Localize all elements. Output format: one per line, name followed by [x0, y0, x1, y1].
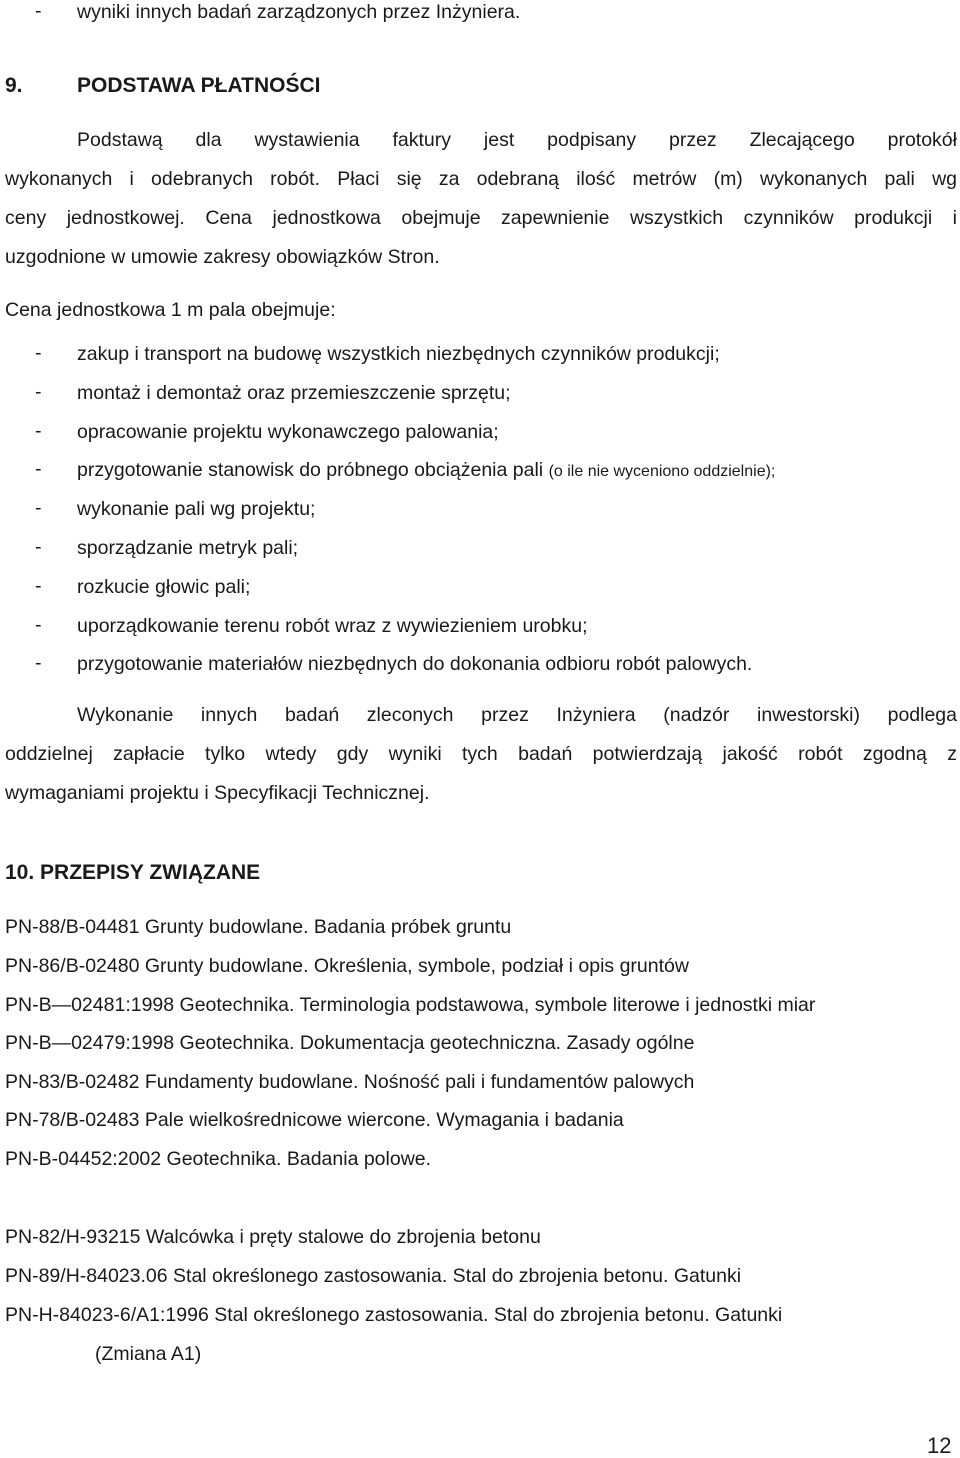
list-item — [77, 458, 775, 484]
section-heading — [5, 861, 260, 885]
list-item: uporządkowanie terenu robót wraz z wywiezieniem urobku; — [77, 615, 588, 637]
list-dash: - — [35, 497, 42, 519]
list-dash: - — [35, 420, 42, 442]
standard-continuation: (Zmiana A1) — [95, 1343, 202, 1365]
list-dash: - — [35, 0, 42, 22]
standard-reference: PN-82/H-93215 Walcówka i pręty stalowe do zbrojenia betonu — [5, 1226, 541, 1248]
standard-reference: PN-B-04452:2002 Geotechnika. Badania polowe. — [5, 1148, 432, 1170]
standard-reference: PN-78/B-02483 Pale wielkośrednicowe wiercone. Wymagania i badania — [5, 1109, 624, 1131]
list-dash: - — [35, 458, 42, 480]
list-dash: - — [35, 652, 42, 674]
section-title: PRZEPISY ZWIĄZANE — [40, 861, 261, 884]
list-item: sporządzanie metryk pali; — [77, 537, 299, 559]
list-dash: - — [35, 381, 42, 403]
list-dash: - — [35, 614, 42, 636]
section-number: 10. — [5, 861, 35, 884]
list-item: rozkucie głowic pali; — [77, 576, 251, 598]
paragraph-line: wymaganiami projektu i Specyfikacji Technicznej. — [5, 782, 430, 804]
list-item-note: (o ile nie wyceniono oddzielnie); — [548, 463, 776, 480]
list-dash: - — [35, 536, 42, 558]
list-item: opracowanie projektu wykonawczego palowania; — [77, 421, 499, 443]
standard-reference: PN-83/B-02482 Fundamenty budowlane. Nośność pali i fundamentów palowych — [5, 1071, 695, 1093]
section-title: PODSTAWA PŁATNOŚCI — [77, 74, 321, 97]
list-item-text: przygotowanie stanowisk do próbnego obciążenia pali — [77, 459, 544, 481]
paragraph-line: oddzielnej zapłacie tylko wtedy gdy wyniki tych badań potwierdzają jakość robót zgodną z — [5, 743, 957, 765]
list-item: przygotowanie materiałów niezbędnych do dokonania odbioru robót palowych. — [77, 653, 753, 675]
page-number: 12 — [927, 1433, 952, 1458]
list-item: zakup i transport na budowę wszystkich niezbędnych czynników produkcji; — [77, 343, 720, 365]
list-item: wykonanie pali wg projektu; — [77, 498, 316, 520]
list-item: wyniki innych badań zarządzonych przez Inżyniera. — [77, 1, 521, 23]
section-number: 9. — [5, 74, 23, 97]
standard-reference: PN-88/B-04481 Grunty budowlane. Badania próbek gruntu — [5, 916, 512, 938]
paragraph-line: Podstawą dla wystawienia faktury jest podpisany przez Zlecającego protokół — [77, 129, 957, 151]
list-intro: Cena jednostkowa 1 m pala obejmuje: — [5, 299, 336, 321]
standard-reference: PN-B—02481:1998 Geotechnika. Terminologia podstawowa, symbole literowe i jednostki miar — [5, 994, 816, 1016]
standard-reference: PN-86/B-02480 Grunty budowlane. Określenia, symbole, podział i opis gruntów — [5, 955, 689, 977]
paragraph-line: ceny jednostkowej. Cena jednostkowa obejmuje zapewnienie wszystkich czynników produkcji i — [5, 207, 957, 229]
paragraph-line: uzgodnione w umowie zakresy obowiązków Stron. — [5, 246, 440, 268]
paragraph-line: Wykonanie innych badań zleconych przez Inżyniera (nadzór inwestorski) podlega — [77, 704, 957, 726]
standard-reference: PN-B—02479:1998 Geotechnika. Dokumentacja geotechniczna. Zasady ogólne — [5, 1032, 695, 1054]
paragraph-line: wykonanych i odebranych robót. Płaci się za odebraną ilość metrów (m) wykonanych pali wg — [5, 168, 957, 190]
standard-reference: PN-H-84023-6/A1:1996 Stal określonego zastosowania. Stal do zbrojenia betonu. Gatunki — [5, 1304, 783, 1326]
standard-reference: PN-89/H-84023.06 Stal określonego zastosowania. Stal do zbrojenia betonu. Gatunki — [5, 1265, 742, 1287]
list-dash: - — [35, 575, 42, 597]
list-item: montaż i demontaż oraz przemieszczenie sprzętu; — [77, 382, 511, 404]
list-dash: - — [35, 342, 42, 364]
